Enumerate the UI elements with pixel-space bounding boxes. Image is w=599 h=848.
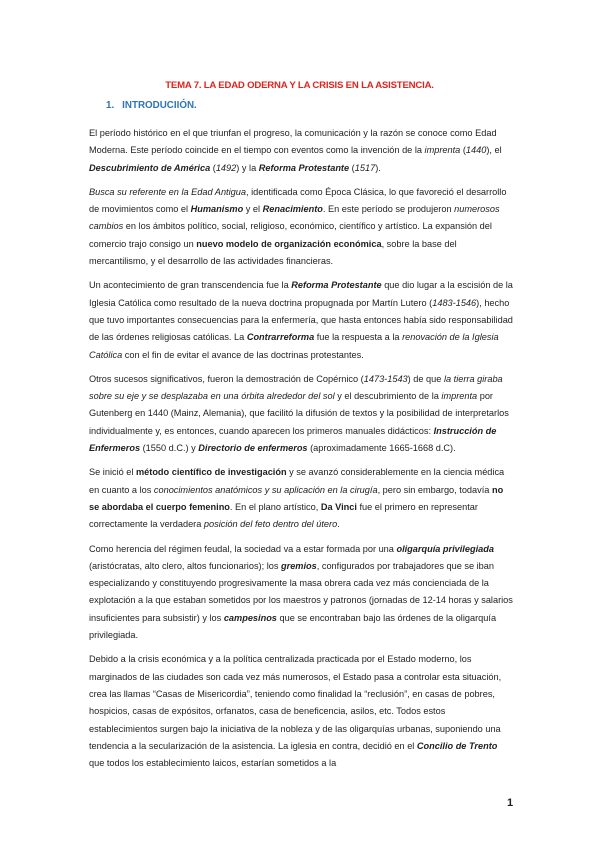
text-run: gremios — [281, 560, 317, 571]
paragraph — [89, 277, 514, 363]
text-run: Renacimiento — [262, 204, 323, 215]
text-run: Humanismo — [190, 204, 244, 215]
paragraph — [89, 464, 514, 533]
text-run: ), el — [486, 145, 502, 156]
text-run: nuevo modelo de organización económica — [196, 238, 382, 249]
page-number: 1 — [507, 797, 514, 809]
document-title: TEMA 7. LA EDAD ODERNA Y LA CRISIS EN LA ASISTENCIA. — [165, 80, 434, 91]
section-heading — [106, 100, 197, 111]
text-run: y se avanzó considerablemente en la ciencia médica en cuanto a los — [89, 467, 505, 495]
text-run: 1492 — [215, 162, 237, 173]
text-run: , sobre la base del mercantilismo, y el desarrollo de las actividades financieras. — [89, 238, 457, 267]
text-run: 1517 — [354, 162, 376, 173]
text-run: Reforma Protestante — [258, 162, 350, 173]
text-run: Un acontecimiento de gran transcendencia fue la — [89, 280, 292, 291]
text-run: ( — [210, 162, 216, 173]
section-number: 1. — [106, 100, 115, 111]
text-run: ( — [349, 162, 355, 173]
text-run: con el fin de evitar el avance de las doctrinas protestantes. — [122, 349, 364, 360]
paragraph — [89, 125, 514, 177]
text-run: . — [337, 519, 340, 530]
text-run: que dio lugar a la escisión de la Iglesia Católica como resultado de la nueva doctrina propugnada por Martín Lutero ( — [89, 280, 513, 308]
text-run: (aproximadamente 1665-1668 d.C). — [307, 443, 456, 454]
text-run: ). — [375, 162, 381, 173]
text-run: oligarquía privilegiada — [396, 543, 494, 554]
text-run: Debido a la crisis económica y a la política centralizada practicada por el Estado moderno, los marginados de las ciudades son cada vez más numerosos, el Estado pasa a controlar esta situación, crea las llamas “Casas de Misericordia”, teniendo como finalidad la “reclusión”, en casas de pobres, hospicios, casas de expósitos, orfanatos, casa de beneficencia, asilos, etc. Todos estos establecimientos surgen bajo la iniciativa de la nobleza y de las oligarquías urbanas, suponiendo una tendencia a la secularización de la asistencia. La iglesia en contra, decidió en el — [89, 654, 502, 751]
text-run: por Gutenberg en 1440 (Mainz, Alemania), que facilitó la difusión de textos y la posibilidad de interpretarlos individualmente y, es entonces, cuando aparecen los primeros manuales didácticos: — [89, 391, 509, 436]
paragraph — [89, 651, 514, 772]
text-run: la tierra giraba sobre su eje y se desplazaba en una órbita alrededor del sol — [89, 373, 503, 402]
paragraph — [89, 184, 514, 270]
text-run: fue el primero en representar correctamente la verdadera — [89, 501, 478, 530]
paragraph — [89, 541, 514, 645]
text-run: Instrucción de Enfermeros — [89, 425, 497, 454]
text-run: 1483-1546 — [432, 297, 477, 308]
text-run: Se inició el — [89, 467, 136, 478]
text-run: que se encontraban bajo las órdenes de la oligarquía privilegiada. — [89, 612, 497, 641]
text-run: fue la respuesta a la — [314, 332, 403, 343]
text-run: , pero sin embargo, todavía — [377, 484, 492, 495]
text-run: 1440 — [465, 145, 487, 156]
paragraph — [89, 371, 514, 457]
text-run: Otros sucesos significativos, fueron la demostración de Copérnico ( — [89, 373, 364, 384]
text-run: El período histórico en el que triunfan el progreso, la comunicación y la razón se conoce como Edad Moderna. Este período coincide en el tiempo con eventos como la invención de la — [89, 128, 497, 156]
text-run: y el — [243, 204, 263, 215]
text-run: Concilio de Trento — [416, 740, 498, 751]
text-run: Directorio de enfermeros — [198, 443, 308, 454]
text-run: ) de que — [407, 373, 444, 384]
text-run: Da Vinci — [320, 501, 357, 512]
document-body — [89, 125, 514, 779]
text-run: método científico de investigación — [135, 467, 287, 478]
text-run: conocimientos anatómicos y su aplicación en la cirugía — [153, 484, 378, 495]
text-run: imprenta — [424, 145, 461, 156]
text-run: posición del feto dentro del útero — [203, 519, 338, 530]
text-run: Reforma Protestante — [291, 280, 382, 291]
text-run: ), hecho que tuvo importantes consecuencias para la enfermería, que hasta entonces había sido responsabilidad de las órdenes religiosas católicas. La — [89, 297, 513, 343]
text-run: Contrarreforma — [246, 332, 315, 343]
text-run: (1550 d.C.) y — [140, 443, 199, 454]
text-run: imprenta — [441, 391, 478, 402]
text-run: ( — [460, 145, 466, 156]
text-run: , configurados por trabajadores que se iban especializando y constituyendo progresivamente la masa obrera cada vez más concienciada de la explotación a la que estaban sometidos por los maestros y patronos (jornadas de 12-14 horas y salarios insuficientes para subsistir) y los — [89, 560, 513, 623]
text-run: Descubrimiento de América — [89, 162, 211, 173]
text-run: renovación de la Iglesia Católica — [89, 332, 499, 360]
text-run: 1473-1543 — [363, 373, 408, 384]
text-run: Busca su referente en la Edad Antigua — [89, 186, 246, 197]
text-run: . En el plano artístico, — [229, 501, 321, 512]
text-run: que todos los establecimiento laicos, estarían sometidos a la — [89, 758, 337, 769]
text-run: y el descubrimiento de la — [334, 391, 442, 402]
text-run: numerosos cambios — [89, 204, 500, 232]
text-run: ) y la — [236, 162, 259, 173]
section-label: INTRODUCIIÓN. — [122, 100, 197, 111]
text-run: no se abordaba el cuerpo femenino — [89, 484, 504, 512]
text-run: . En este período se produjeron — [322, 204, 455, 215]
text-run: Como herencia del régimen feudal, la sociedad va a estar formada por una — [89, 543, 397, 554]
text-run: (aristócratas, alto clero, altos funcionarios); los — [89, 560, 281, 571]
text-run: en los ámbitos político, social, religioso, económico, científico y artístico. La expansión del comercio trajo consigo un — [89, 221, 492, 249]
text-run: campesinos — [223, 612, 277, 623]
text-run: , identificada como Época Clásica, lo que favoreció el desarrollo de movimientos como el — [89, 186, 507, 215]
